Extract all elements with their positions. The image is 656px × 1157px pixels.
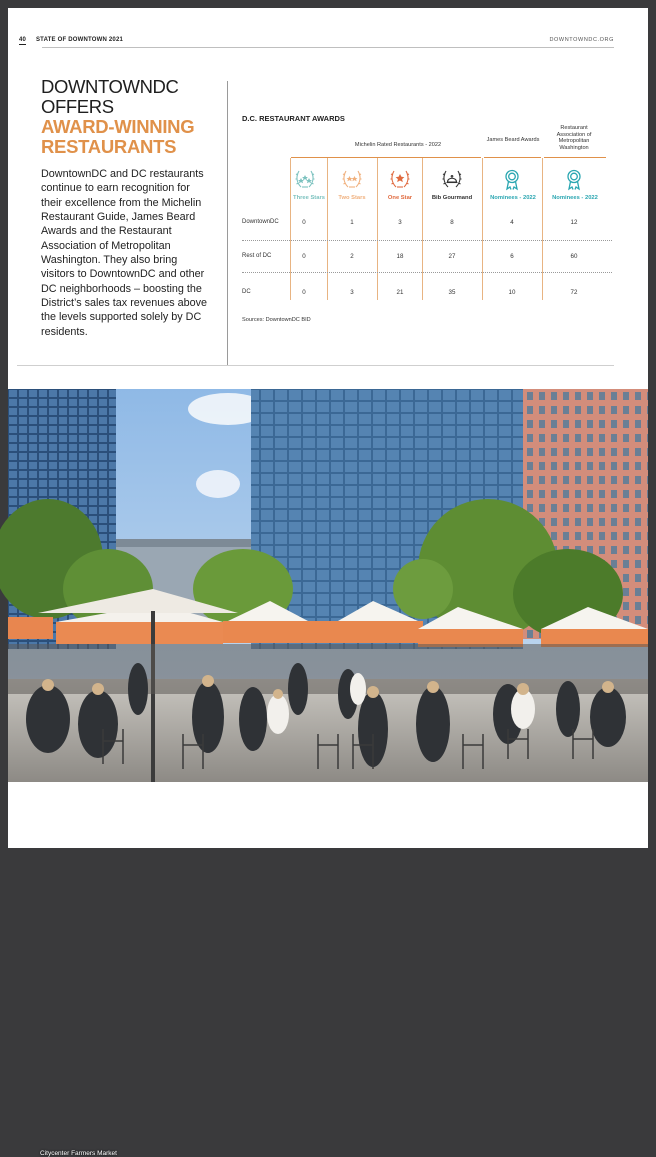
table-cell: 27 [448,253,456,260]
group-header-james-beard: James Beard Awards [486,137,540,143]
table-cell: 60 [570,253,578,260]
table-cell: 72 [570,289,578,296]
row-divider [242,240,612,241]
laurel-wreath-icon [340,167,364,191]
farmers-market-photo [8,389,648,1157]
group-header-michelin: Michelin Rated Restaurants - 2022 [354,142,442,148]
section-title: STATE OF DOWNTOWN 2021 [35,37,124,43]
row-label-rest-of-dc: Rest of DC [242,253,272,259]
photo-caption: Citycenter Farmers Market [40,1150,117,1157]
table-cell: 0 [302,253,306,260]
col-divider [542,158,543,300]
medal-icon [562,167,586,191]
table-cell: 35 [448,289,456,296]
column-header-ramw-nominees: Nominees - 2022 [552,195,598,201]
headline-line-4: RESTAURANTS [41,136,177,157]
headline-line-1: DOWNTOWNDC [41,76,179,97]
table-cell: 2 [350,253,354,260]
cloche-icon [440,167,464,191]
col-divider [422,158,423,300]
table-cell: 21 [396,289,404,296]
body-paragraph: DowntownDC and DC restaurants continue to earn recognition for their excellence from the Michelin Restaurant Guide, James Beard Awards and the Restaurant Association of Metropolitan Washington. They also bring visitors to DowntownDC and other DC neighborhoods – boosting the District’s sales tax revenues above the levels supported solely by DC residents. [41,168,208,338]
table-cell: 18 [396,253,404,260]
laurel-wreath-icon [388,167,412,191]
table-source: Sources: DowntownDC BID [242,317,311,323]
column-header-three-stars: Three Stars [293,195,325,201]
section-divider [17,365,614,366]
table-cell: 12 [570,219,578,226]
table-cell: 3 [398,219,402,226]
col-divider [482,158,483,300]
header-divider [42,47,614,48]
column-header-one-star: One Star [387,195,413,201]
table-title: D.C. RESTAURANT AWARDS [242,114,345,123]
michelin-group-rule [291,157,481,158]
james-beard-group-rule [484,157,541,158]
row-label-downtowndc: DowntownDC [242,219,279,225]
page-header [19,37,123,43]
medal-icon [500,167,524,191]
table-cell: 6 [510,253,514,260]
column-header-two-stars: Two Stars [338,195,366,201]
table-cell: 1 [350,219,354,226]
report-page [8,8,648,1157]
headline-line-2: OFFERS [41,96,114,117]
page-number: 40 [19,37,27,43]
table-cell: 10 [508,289,516,296]
headline [41,77,221,157]
table-cell: 4 [510,219,514,226]
headline-line-3: AWARD-WINNING [41,116,195,137]
col-divider [290,158,291,300]
col-divider [327,158,328,300]
group-header-ramw: Restaurant Association of Metropolitan Washington [556,125,592,151]
row-label-dc: DC [242,289,251,295]
table-cell: 8 [450,219,454,226]
col-divider [377,158,378,300]
table-cell: 0 [302,289,306,296]
site-url[interactable]: DOWNTOWNDC.ORG [549,37,614,43]
ramw-group-rule [544,157,606,158]
row-divider [242,272,612,273]
table-cell: 0 [302,219,306,226]
laurel-wreath-icon [293,167,317,191]
column-divider [227,81,228,366]
table-cell: 3 [350,289,354,296]
column-header-bib-gourmand: Bib Gourmand [431,195,473,201]
column-header-jb-nominees: Nominees - 2022 [490,195,536,201]
